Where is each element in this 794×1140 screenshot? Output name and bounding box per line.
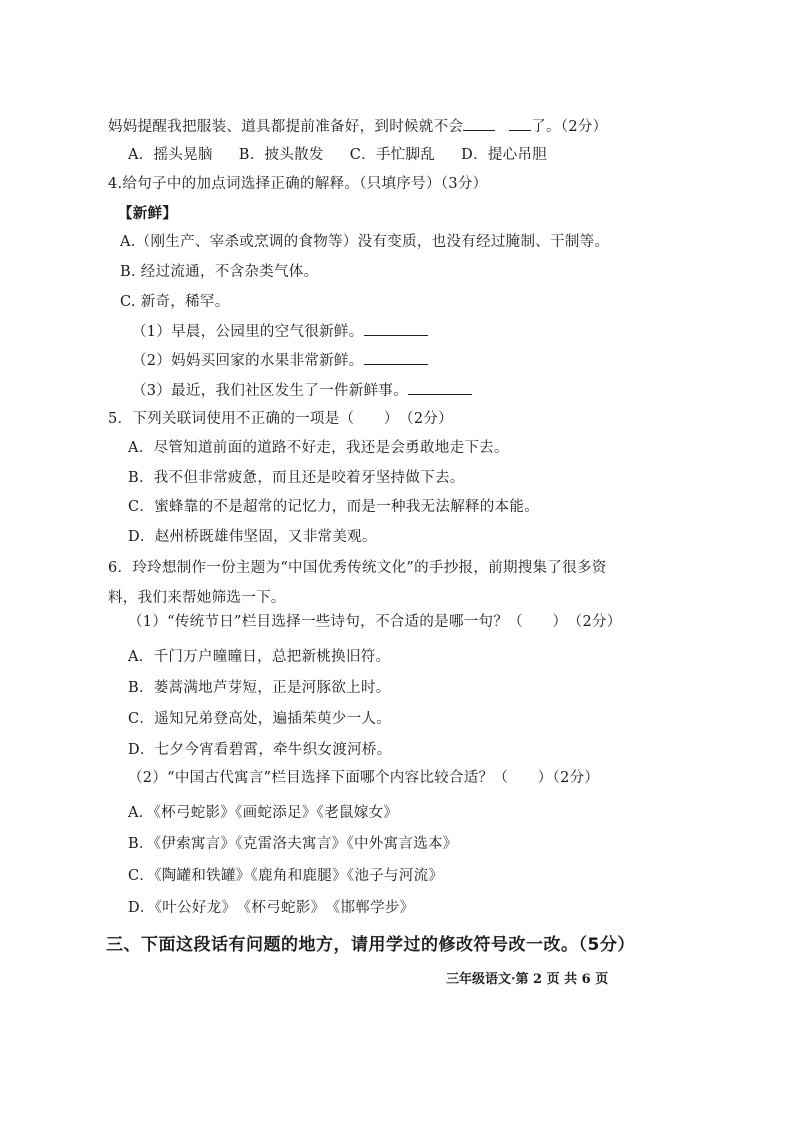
answer-blank[interactable] — [463, 116, 495, 131]
answer-blank[interactable] — [408, 380, 472, 395]
q4-item-1 — [132, 321, 428, 342]
q6-sub2-option-a[interactable]: A．《杯弓蛇影》《画蛇添足》《老鼠嫁女》 — [128, 805, 399, 821]
q6-sub1-option-a[interactable]: A．千门万户曈曈日，总把新桃换旧符。 — [128, 649, 391, 665]
q4-item-3-text: （3）最近，我们社区发生了一件新鲜事。 — [132, 383, 408, 399]
q6-sub1-option-d[interactable]: D．七夕今宵看碧霄，牵牛织女渡河桥。 — [128, 742, 392, 758]
q6-stem-line1: 6．玲玲想制作一份主题为“中国优秀传统文化”的手抄报，前期搜集了很多资 — [108, 560, 607, 576]
q4-item-3 — [132, 380, 472, 401]
q6-sub1-option-c[interactable]: C．遥知兄弟登高处，遍插茱萸少一人。 — [128, 711, 391, 727]
q4-def-a: A.（刚生产、宰杀或烹调的食物等）没有变质，也没有经过腌制、干制等。 — [120, 234, 610, 250]
answer-blank[interactable] — [364, 321, 428, 336]
q6-sub2-option-b[interactable]: B．《伊索寓言》《克雷洛夫寓言》《中外寓言选本》 — [128, 836, 458, 852]
q4-stem: 4.给句子中的加点词选择正确的解释。（只填序号）（3分） — [108, 176, 488, 192]
q6-sub2-option-d[interactable]: D．《叶公好龙》 《杯弓蛇影》 《邯郸学步》 — [128, 900, 415, 916]
q3-stem — [108, 116, 607, 137]
q3-option-a[interactable]: A．摇头晃脑 — [128, 147, 213, 163]
q3-option-b[interactable]: B．披头散发 — [238, 147, 324, 163]
q6-sub2-stem: （2）“中国古代寓言”栏目选择下面哪个内容比较合适？（ ）（2分） — [128, 770, 600, 786]
q5-option-b[interactable]: B．我不但非常疲惫，而且还是咬着牙坚持做下去。 — [128, 470, 465, 486]
answer-blank[interactable] — [364, 350, 428, 365]
q3-option-d[interactable]: D．提心吊胆 — [461, 147, 548, 163]
q5-option-c[interactable]: C．蜜蜂靠的不是超常的记忆力，而是一种我无法解释的本能。 — [128, 499, 539, 515]
answer-blank[interactable] — [509, 116, 531, 131]
q6-sub1-option-b[interactable]: B．蒌蒿满地芦芽短，正是河豚欲上时。 — [128, 680, 391, 696]
q6-sub1-stem: （1）“传统节日”栏目选择一些诗句，不合适的是哪一句？（ ） （2分） — [128, 614, 622, 630]
q3-stem-tail: 了。（2分） — [531, 119, 608, 135]
q3-options — [128, 145, 573, 165]
section-3-heading: 三、下面这段话有问题的地方，请用学过的修改符号改一改。（5分） — [106, 935, 635, 955]
q5-stem: 5．下列关联词使用不正确的一项是（ ） （2分） — [108, 411, 453, 427]
q4-def-b: B. 经过流通，不含杂类气体。 — [120, 264, 319, 280]
q6-stem-line2: 料，我们来帮她筛选一下。 — [108, 590, 286, 606]
q4-word-heading: 【新鲜】 — [118, 205, 178, 222]
q3-option-c[interactable]: C．手忙脚乱 — [349, 147, 436, 163]
q4-def-c: C. 新奇，稀罕。 — [120, 294, 230, 310]
q3-stem-text: 妈妈提醒我把服装、道具都提前准备好，到时候就不会 — [108, 119, 464, 135]
q6-sub2-option-c[interactable]: C．《陶罐和铁罐》《鹿角和鹿腿》《池子与河流》 — [128, 868, 444, 884]
q5-option-d[interactable]: D．赵州桥既雄伟坚固，又非常美观。 — [128, 529, 377, 545]
q4-item-2-text: （2）妈妈买回家的水果非常新鲜。 — [132, 353, 364, 369]
q4-item-2 — [132, 350, 428, 371]
q5-option-a[interactable]: A．尽管知道前面的道路不好走，我还是会勇敢地走下去。 — [128, 440, 509, 456]
q4-item-1-text: （1）早晨，公园里的空气很新鲜。 — [132, 324, 364, 340]
page-footer: 三年级语文·第 2 页 共 6 页 — [446, 972, 609, 987]
